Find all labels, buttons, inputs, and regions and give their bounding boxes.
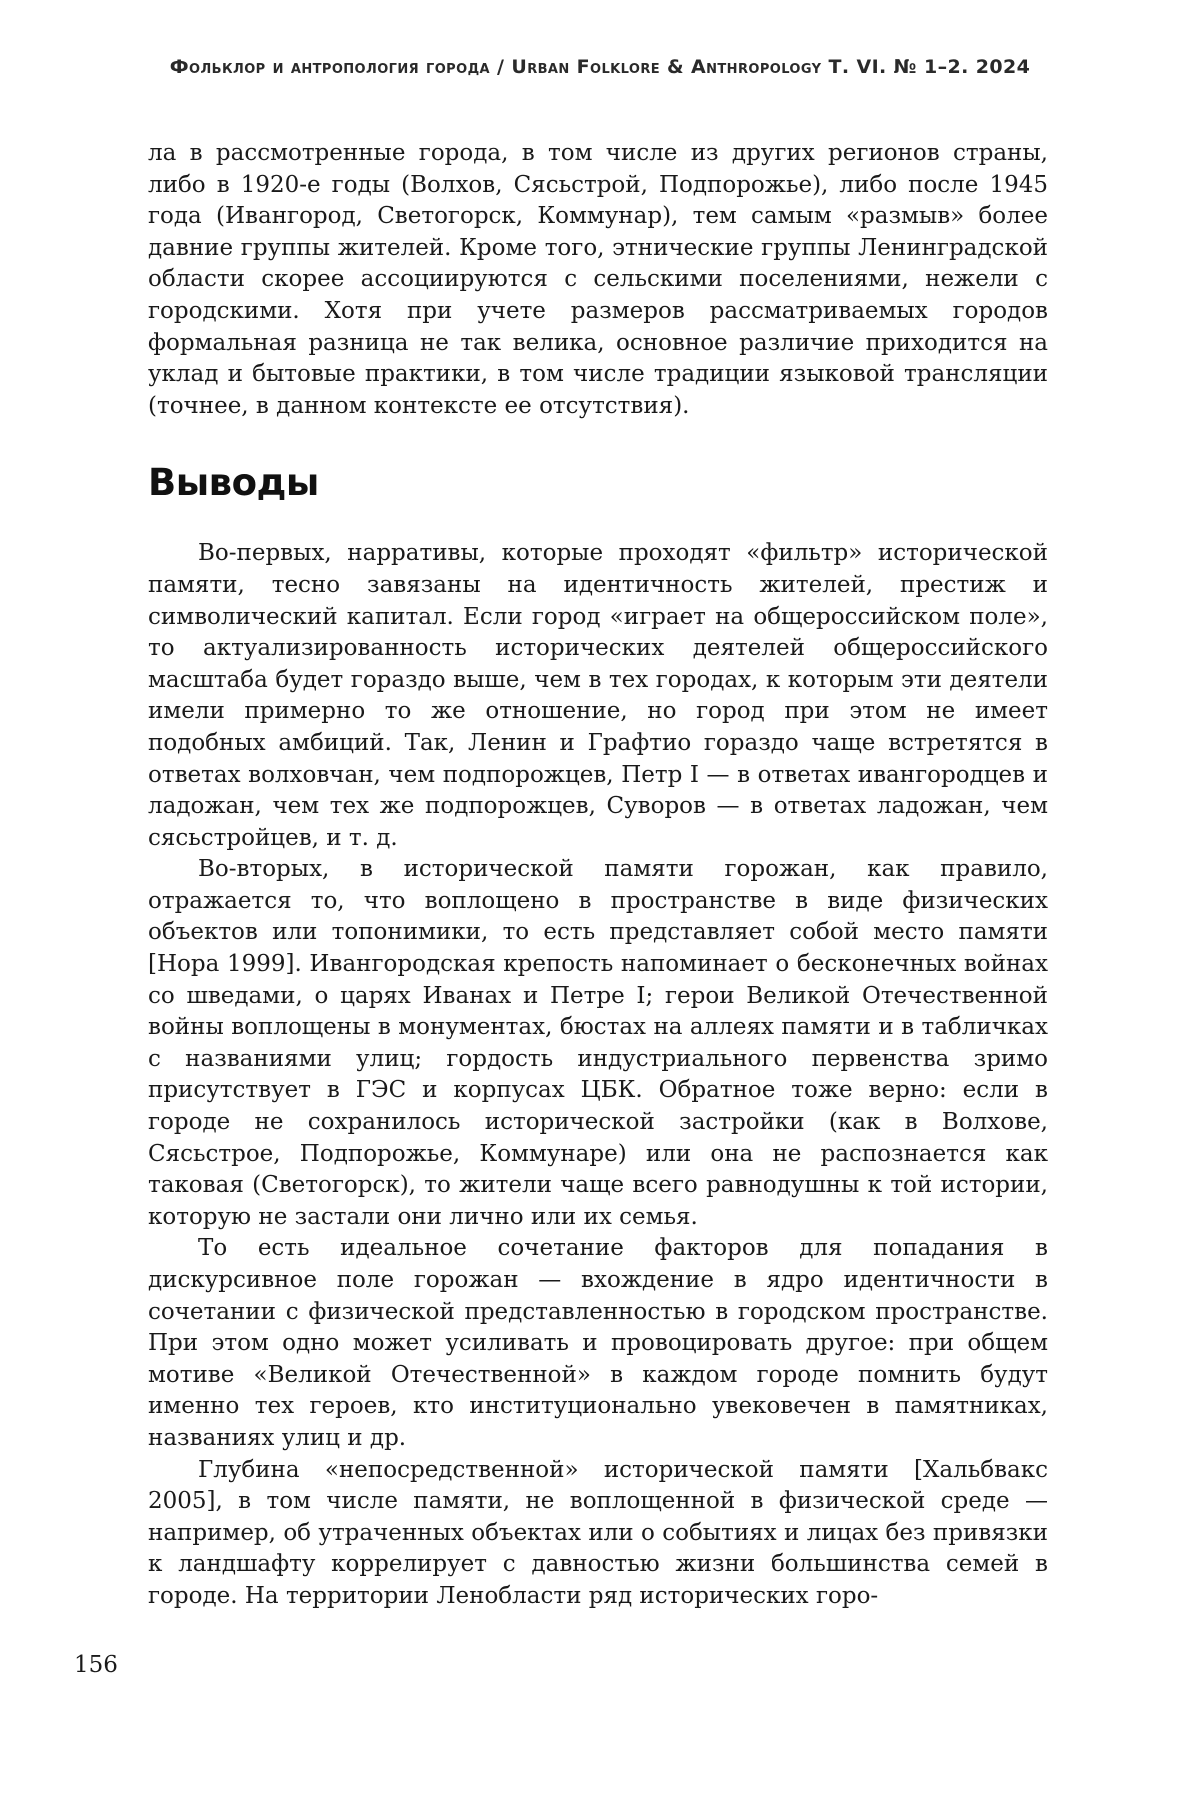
body-paragraph-2: Во-вторых, в исторической памяти горожан, как правило, отражается то, что воплощено в пространстве в виде физических объектов или топонимики, то есть представляет собой место памяти [Нора 1999]. Ивангородская крепость напоминает о бесконечных войнах со шведами, о царях Иванах и Петре I; герои Великой Отечественной войны воплощены в монументах, бюстах на аллеях памяти и в табличках с названиями улиц; гордость индустриального первенства зримо присутствует в ГЭС и корпусах ЦБК. Обратное тоже верно: если в городе не сохранилось исторической застройки (как в Волхове, Сясьстрое, Подпорожье, Коммунаре) или она не распознается как таковая (Светогорск), то жители чаще всего равнодушны к той истории, которую не застали они лично или их семья. [148, 856, 1048, 1230]
article-body [148, 138, 1048, 1613]
intro-paragraph: ла в рассмотренные города, в том числе из других регионов страны, либо в 1920-е годы (Волхов, Сясьстрой, Подпорожье), либо после 1945 года (Ивангород, Светогорск, Коммунар), тем самым «размыв» более давние группы жителей. Кроме того, этнические группы Ленинградской области скорее ассоциируются с сельскими поселениями, нежели с городскими. Хотя при учете размеров рассматриваемых городов формальная разница не так велика, основное различие приходится на уклад и бытовые практики, в том числе традиции языковой трансляции (точнее, в данном контексте ее отсутствия). [148, 140, 1048, 419]
body-paragraph-3: То есть идеальное сочетание факторов для попадания в дискурсивное поле горожан — вхождение в ядро идентичности в сочетании с физической представленностью в городском пространстве. При этом одно может усиливать и провоцировать другое: при общем мотиве «Великой Отечественной» в каждом городе помнить будут именно тех героев, кто институционально увековечен в памятниках, названиях улиц и др. [148, 1235, 1048, 1451]
body-paragraph-1: Во-первых, нарративы, которые проходят «фильтр» исторической памяти, тесно завязаны на идентичность жителей, престиж и символический капитал. Если город «играет на общероссийском поле», то актуализированность исторических деятелей общероссийского масштаба будет гораздо выше, чем в тех городах, к которым эти деятели имели примерно то же отношение, но город при этом не имеет подобных амбиций. Так, Ленин и Графтио гораздо чаще встретятся в ответах волховчан, чем подпорожцев, Петр I — в ответах ивангородцев и ладожан, чем тех же подпорожцев, Суворов — в ответах ладожан, чем сясьстройцев, и т. д. [148, 540, 1048, 851]
page-number: 156 [74, 1652, 118, 1678]
section-heading: Выводы [148, 461, 319, 505]
body-paragraph-4: Глубина «непосредственной» исторической памяти [Хальбвакс 2005], в том числе памяти, не воплощенной в физической среде — например, об утраченных объектах или о событиях и лицах без привязки к ландшафту коррелирует с давностью жизни большинства семей в городе. На территории Ленобласти ряд исторических горо- [148, 1456, 1048, 1609]
running-header: Фольклор и антропология города / Urban Folklore & Anthropology Т. VI. № 1–2. 2024 [169, 56, 1031, 78]
